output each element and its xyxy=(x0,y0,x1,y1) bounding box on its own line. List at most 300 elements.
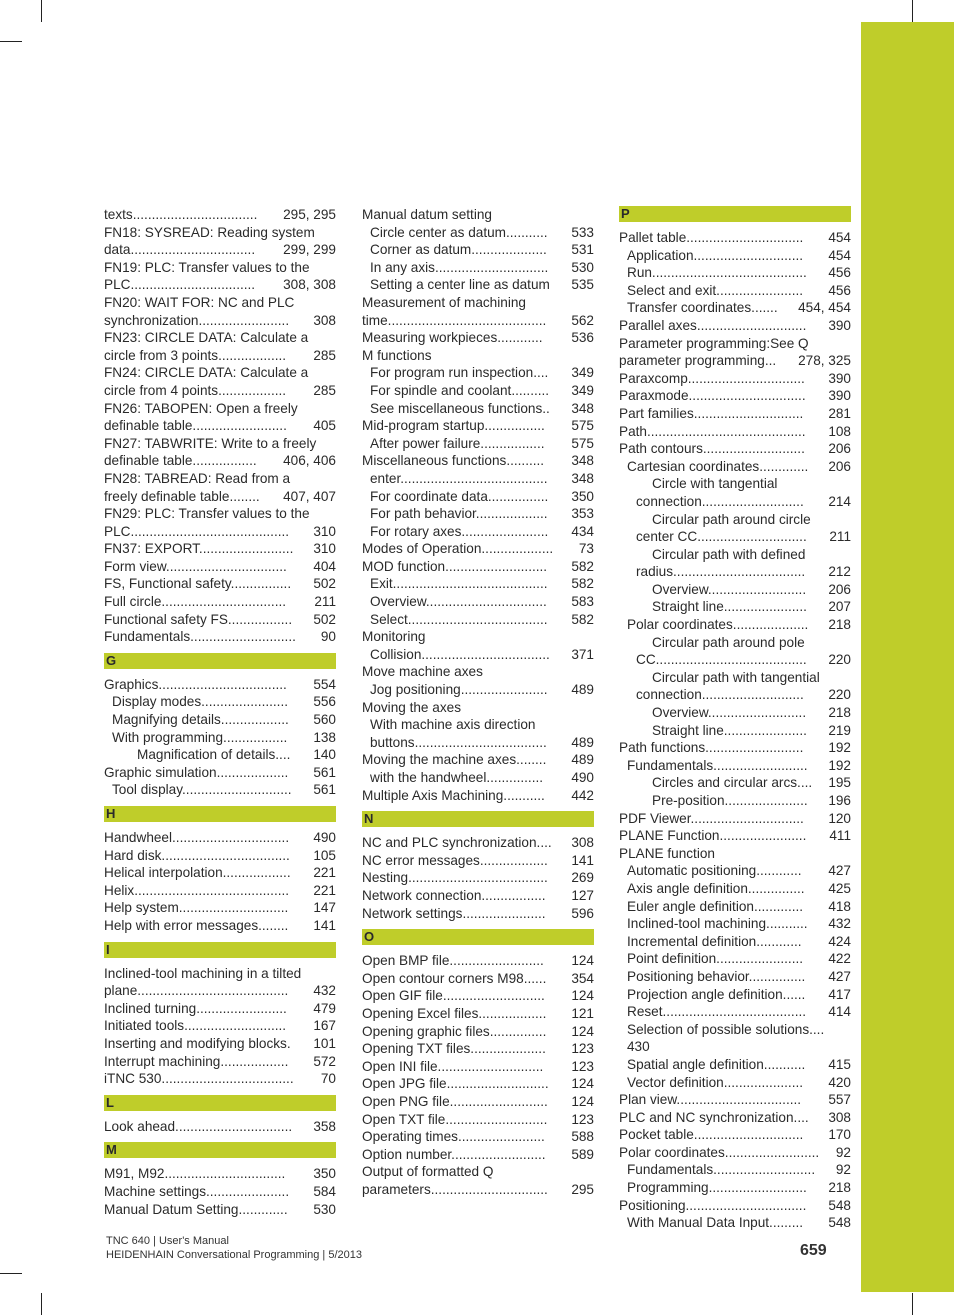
index-entry-pages[interactable]: 70 xyxy=(318,1070,336,1088)
index-letter-header: G xyxy=(104,653,336,669)
index-entry xyxy=(619,370,851,388)
index-entry xyxy=(619,387,851,405)
index-entry-pages[interactable]: 167 xyxy=(310,1017,336,1035)
index-entry-pages[interactable]: 390 xyxy=(825,317,851,335)
index-entry-pages[interactable]: 192 xyxy=(825,757,851,775)
crop-mark xyxy=(41,0,42,22)
index-entry xyxy=(619,264,851,282)
index-entry-pages[interactable]: 308 xyxy=(825,1109,851,1127)
index-entry xyxy=(104,224,336,242)
index-entry-pages[interactable]: 123 xyxy=(568,1040,594,1058)
index-entry xyxy=(362,575,594,593)
index-entry xyxy=(362,834,594,852)
index-entry-pages[interactable]: 582 xyxy=(568,611,594,629)
page-footer xyxy=(106,1234,362,1262)
index-entry-text: Plan view................................. xyxy=(619,1092,802,1108)
index-entry-pages[interactable]: 211 xyxy=(826,528,851,546)
index-entry xyxy=(362,1163,594,1181)
index-entry-pages[interactable]: 427 xyxy=(825,862,851,880)
index-entry xyxy=(619,933,851,951)
index-entry xyxy=(619,1179,851,1197)
index-entry-pages[interactable]: 533 xyxy=(568,224,594,242)
index-entry-pages[interactable]: 101 xyxy=(310,1035,336,1053)
index-entry-pages[interactable]: 285 xyxy=(310,347,336,365)
index-entry xyxy=(619,493,851,511)
index-entry-text: Fundamentals......................... xyxy=(627,757,808,773)
index-entry xyxy=(104,1165,336,1183)
index-entry-text: Vector definition..................... xyxy=(627,1074,804,1090)
index-entry-text: 430 xyxy=(627,1039,650,1055)
index-entry-text: For rotary axes....................... xyxy=(370,523,549,539)
index-entry-pages[interactable]: 422 xyxy=(825,950,851,968)
index-entry xyxy=(619,352,851,370)
index-entry xyxy=(362,952,594,970)
index-entry-text: Circular path around circle xyxy=(652,511,811,527)
index-entry xyxy=(619,1197,851,1215)
index-entry-pages[interactable]: 170 xyxy=(825,1126,851,1144)
index-entry-pages[interactable]: 295, 295 xyxy=(280,206,336,224)
index-entry xyxy=(104,1035,336,1053)
index-entry xyxy=(104,1070,336,1088)
index-entry-pages[interactable]: 390 xyxy=(825,370,851,388)
index-entry xyxy=(362,787,594,805)
index-entry-text: Paraxmode............................... xyxy=(619,388,806,404)
index-entry-text: FN18: SYSREAD: Reading system xyxy=(104,224,315,240)
index-entry-pages[interactable]: 218 xyxy=(825,616,851,634)
index-entry xyxy=(104,982,336,1000)
index-entry xyxy=(104,628,336,646)
index-entry xyxy=(362,329,594,347)
index-entry-pages[interactable]: 371 xyxy=(568,646,594,664)
index-entry-text: Straight line...................... xyxy=(652,722,807,738)
index-entry xyxy=(619,1144,851,1162)
index-entry xyxy=(362,1058,594,1076)
index-entry xyxy=(362,312,594,330)
index-entry-pages[interactable]: 212 xyxy=(825,563,851,581)
index-entry-pages[interactable]: 214 xyxy=(825,493,851,511)
index-entry-text: Path functions.......................... xyxy=(619,740,804,756)
index-entry-pages[interactable]: 531 xyxy=(568,241,594,259)
index-entry xyxy=(362,699,594,717)
index-entry-text: FN28: TABREAD: Read from a xyxy=(104,470,291,486)
index-entry xyxy=(619,1214,851,1232)
index-entry-text: In any axis.............................. xyxy=(370,259,549,275)
index-entry-pages[interactable]: 138 xyxy=(310,729,336,747)
index-entry-pages[interactable]: 308, 308 xyxy=(280,276,336,294)
index-entry-pages[interactable]: 535 xyxy=(568,276,594,294)
index-entry-pages[interactable]: 124 xyxy=(568,987,594,1005)
index-entry-pages[interactable]: 353 xyxy=(568,505,594,523)
index-entry-text: Full circle................................. xyxy=(104,594,287,610)
index-entry-pages[interactable]: 141 xyxy=(568,852,594,870)
index-entry xyxy=(362,681,594,699)
index-entry-pages[interactable]: 348 xyxy=(568,470,594,488)
index-entry-pages[interactable]: 220 xyxy=(825,686,851,704)
index-entry-text: Mid-program startup................ xyxy=(362,418,545,434)
index-entry-pages[interactable]: 124 xyxy=(568,1075,594,1093)
index-entry-pages[interactable]: 219 xyxy=(825,722,851,740)
index-entry-text: Nesting..................................... xyxy=(362,870,548,886)
index-entry-pages[interactable]: 127 xyxy=(568,887,594,905)
index-entry-pages[interactable]: 575 xyxy=(568,417,594,435)
index-entry-pages[interactable]: 218 xyxy=(825,1179,851,1197)
index-entry xyxy=(619,950,851,968)
index-entry-pages[interactable]: 502 xyxy=(310,575,336,593)
index-entry-text: Tool display............................. xyxy=(112,782,292,798)
index-entry xyxy=(362,382,594,400)
index-entry-text: Fundamentals........................... xyxy=(627,1162,816,1178)
index-entry-pages[interactable]: 530 xyxy=(568,259,594,277)
index-entry-text: Measurement of machining xyxy=(362,294,526,310)
index-entry-pages[interactable]: 561 xyxy=(310,764,336,782)
index-entry-text: Incremental definition............ xyxy=(627,933,802,949)
index-entry xyxy=(104,470,336,488)
index-entry-pages[interactable]: 221 xyxy=(310,882,336,900)
index-entry-text: texts................................. xyxy=(104,207,258,222)
index-entry-text: parameter programming... xyxy=(619,353,777,369)
index-entry-text: Open contour corners M98...... xyxy=(362,970,547,986)
index-entry-pages[interactable]: 411 xyxy=(826,827,851,845)
index-entry xyxy=(362,488,594,506)
index-entry xyxy=(619,1003,851,1021)
index-entry-pages[interactable]: 90 xyxy=(318,628,336,646)
index-entry-pages[interactable]: 554 xyxy=(310,676,336,694)
index-entry xyxy=(104,1183,336,1201)
index-entry-pages[interactable]: 206 xyxy=(825,458,851,476)
index-entry-pages[interactable]: 221 xyxy=(310,864,336,882)
index-entry-text: M91, M92................................ xyxy=(104,1166,286,1182)
index-entry-pages[interactable]: 206 xyxy=(825,581,851,599)
index-entry-text: For coordinate data................ xyxy=(370,488,549,504)
index-entry-pages[interactable]: 295 xyxy=(568,1181,594,1199)
index-entry-pages[interactable]: 354 xyxy=(568,970,594,988)
index-entry-pages[interactable]: 432 xyxy=(825,915,851,933)
index-entry xyxy=(362,452,594,470)
index-entry xyxy=(104,575,336,593)
index-entry-text: Helix......................................... xyxy=(104,882,290,898)
index-entry-pages[interactable]: 425 xyxy=(825,880,851,898)
index-entry xyxy=(104,259,336,277)
index-entry-pages[interactable]: 218 xyxy=(825,704,851,722)
index-entry xyxy=(104,400,336,418)
index-entry xyxy=(619,669,851,687)
index-entry-pages[interactable]: 120 xyxy=(825,810,851,828)
index-entry-pages[interactable]: 583 xyxy=(568,593,594,611)
index-entry-pages[interactable]: 92 xyxy=(833,1161,851,1179)
index-entry xyxy=(619,968,851,986)
index-entry xyxy=(619,1091,851,1109)
index-entry-pages[interactable]: 92 xyxy=(833,1144,851,1162)
index-letter-header: P xyxy=(619,206,851,222)
index-entry-pages[interactable]: 572 xyxy=(310,1053,336,1071)
index-entry-pages[interactable]: 530 xyxy=(310,1201,336,1219)
index-entry-pages[interactable]: 434 xyxy=(568,523,594,541)
index-entry-text: Interrupt machining.................. xyxy=(104,1053,289,1069)
index-entry xyxy=(619,511,851,529)
index-entry xyxy=(104,864,336,882)
index-entry-text: Graphic simulation................... xyxy=(104,764,289,780)
index-entry-pages[interactable]: 108 xyxy=(825,423,851,441)
index-entry xyxy=(104,312,336,330)
index-entry-pages[interactable]: 310 xyxy=(310,523,336,541)
index-entry-pages[interactable]: 349 xyxy=(568,382,594,400)
index-entry-pages[interactable]: 147 xyxy=(310,899,336,917)
index-entry-text: Jog positioning....................... xyxy=(370,682,548,698)
index-entry-text: Overview.......................... xyxy=(652,581,807,597)
index-entry xyxy=(104,364,336,382)
index-entry xyxy=(619,862,851,880)
index-entry-text: Moving the axes xyxy=(362,699,461,715)
index-entry xyxy=(362,523,594,541)
index-entry-pages[interactable]: 308 xyxy=(310,312,336,330)
index-entry-text: Circular path with defined xyxy=(652,546,806,562)
crop-mark xyxy=(0,41,22,42)
index-entry-pages[interactable]: 140 xyxy=(310,746,336,764)
index-entry-text: FN19: PLC: Transfer values to the xyxy=(104,259,310,275)
index-entry-pages[interactable]: 390 xyxy=(825,387,851,405)
index-entry xyxy=(619,475,851,493)
index-entry-pages[interactable]: 308 xyxy=(568,834,594,852)
index-entry-text: Reset...................................... xyxy=(627,1004,807,1020)
index-entry xyxy=(619,423,851,441)
index-entry xyxy=(104,764,336,782)
index-entry xyxy=(362,347,594,365)
index-entry-pages[interactable]: 195 xyxy=(825,774,851,792)
index-entry-text: circle from 3 points.................. xyxy=(104,347,287,363)
index-entry-pages[interactable]: 123 xyxy=(568,1058,594,1076)
index-entry-pages[interactable]: 454 xyxy=(825,247,851,265)
index-entry-text: Pocket table............................. xyxy=(619,1127,804,1143)
index-entry-pages[interactable]: 418 xyxy=(825,898,851,916)
index-entry xyxy=(619,528,851,546)
index-entry-pages[interactable]: 560 xyxy=(310,711,336,729)
index-entry-pages[interactable]: 406, 406 xyxy=(280,452,336,470)
index-entry-pages[interactable]: 415 xyxy=(825,1056,851,1074)
index-entry-pages[interactable]: 124 xyxy=(568,1093,594,1111)
index-entry-text: definable table................. xyxy=(104,453,257,469)
index-entry xyxy=(104,382,336,400)
index-entry-text: Overview.......................... xyxy=(652,705,807,721)
index-entry-text: Selection of possible solutions.... xyxy=(627,1021,825,1037)
index-entry-pages[interactable]: 124 xyxy=(568,952,594,970)
index-entry-text: Collision.................................. xyxy=(370,646,550,662)
footer-line-manual: TNC 640 | User's Manual xyxy=(106,1235,229,1247)
index-entry xyxy=(104,693,336,711)
index-entry-pages[interactable]: 348 xyxy=(568,452,594,470)
index-entry-pages[interactable]: 349 xyxy=(568,364,594,382)
index-entry-pages[interactable]: 588 xyxy=(568,1128,594,1146)
index-entry-text: Move machine axes xyxy=(362,664,483,680)
index-entry-pages[interactable]: 548 xyxy=(825,1197,851,1215)
index-entry-text: Monitoring xyxy=(362,629,426,645)
index-entry-text: Circular path with tangential xyxy=(652,669,820,685)
index-entry-pages[interactable]: 427 xyxy=(825,968,851,986)
index-entry xyxy=(619,1021,851,1039)
index-entry xyxy=(362,852,594,870)
index-entry-text: center CC............................. xyxy=(636,529,807,545)
index-entry-pages[interactable]: 299, 299 xyxy=(280,241,336,259)
index-entry-pages[interactable]: 456 xyxy=(825,282,851,300)
index-entry-pages[interactable]: 206 xyxy=(825,440,851,458)
index-entry-pages[interactable]: 589 xyxy=(568,1146,594,1164)
index-entry-pages[interactable]: 285 xyxy=(310,382,336,400)
index-entry xyxy=(362,1040,594,1058)
index-entry-pages[interactable]: 454, 454 xyxy=(795,299,851,317)
index-entry-pages[interactable]: 456 xyxy=(825,264,851,282)
index-entry-text: Inclined-tool machining in a tilted xyxy=(104,965,302,981)
index-entry xyxy=(619,810,851,828)
index-entry-pages[interactable]: 596 xyxy=(568,905,594,923)
index-entry-text: Form view................................ xyxy=(104,558,287,574)
index-entry-pages[interactable]: 348 xyxy=(568,400,594,418)
index-entry-text: Projection angle definition...... xyxy=(627,986,806,1002)
index-entry-pages[interactable]: 73 xyxy=(576,540,594,558)
index-entry-pages[interactable]: 123 xyxy=(568,1111,594,1129)
index-entry-pages[interactable]: 310 xyxy=(310,540,336,558)
index-entry xyxy=(619,458,851,476)
index-entry xyxy=(619,335,851,353)
index-entry-pages[interactable]: 121 xyxy=(568,1005,594,1023)
index-letter-header: M xyxy=(104,1142,336,1158)
index-entry-pages[interactable]: 454 xyxy=(825,229,851,247)
index-entry-text: FN37: EXPORT......................... xyxy=(104,541,294,557)
index-entry-pages[interactable]: 489 xyxy=(568,751,594,769)
index-entry-pages[interactable]: 490 xyxy=(568,769,594,787)
index-entry-pages[interactable]: 479 xyxy=(310,1000,336,1018)
index-entry xyxy=(362,540,594,558)
index-entry-pages[interactable]: 278, 325 xyxy=(795,352,851,370)
index-entry-text: Display modes....................... xyxy=(112,694,289,710)
index-entry-pages[interactable]: 561 xyxy=(310,781,336,799)
index-entry-pages[interactable]: 405 xyxy=(310,417,336,435)
index-entry xyxy=(104,611,336,629)
index-entry-text: Circles and circular arcs.... xyxy=(652,775,813,791)
index-entry-pages[interactable]: 404 xyxy=(310,558,336,576)
index-entry xyxy=(619,229,851,247)
index-entry-text: Path.......................................... xyxy=(619,423,806,439)
index-entry-text: FN23: CIRCLE DATA: Calculate a xyxy=(104,330,309,346)
index-entry-pages[interactable]: 548 xyxy=(825,1214,851,1232)
index-entry-pages[interactable]: 424 xyxy=(825,933,851,951)
index-entry-pages[interactable]: 536 xyxy=(568,329,594,347)
index-entry-pages[interactable]: 490 xyxy=(310,829,336,847)
index-entry-pages[interactable]: 575 xyxy=(568,435,594,453)
index-entry xyxy=(619,317,851,335)
index-entry-pages[interactable]: 432 xyxy=(310,982,336,1000)
index-entry xyxy=(362,1005,594,1023)
index-entry xyxy=(362,769,594,787)
index-column-1 xyxy=(104,206,336,1218)
index-entry xyxy=(619,722,851,740)
index-entry-text: Open BMP file......................... xyxy=(362,953,544,969)
index-entry xyxy=(619,616,851,634)
index-entry xyxy=(104,417,336,435)
index-entry-pages[interactable]: 196 xyxy=(825,792,851,810)
index-entry xyxy=(104,781,336,799)
index-entry-pages[interactable]: 124 xyxy=(568,1023,594,1041)
index-entry-text: Run......................................... xyxy=(627,265,807,281)
index-entry-pages[interactable]: 414 xyxy=(825,1003,851,1021)
index-entry-text: MOD function........................... xyxy=(362,558,548,574)
index-entry-pages[interactable]: 582 xyxy=(568,575,594,593)
index-entry xyxy=(619,1109,851,1127)
index-letter-header: O xyxy=(362,929,594,945)
index-entry xyxy=(619,299,851,317)
index-entry-pages[interactable]: 562 xyxy=(568,312,594,330)
index-entry-pages[interactable]: 489 xyxy=(568,734,594,752)
index-entry-text: PLC.......................................... xyxy=(104,523,290,539)
index-entry-text: NC and PLC synchronization.... xyxy=(362,835,552,851)
index-entry xyxy=(104,829,336,847)
index-entry xyxy=(362,1146,594,1164)
index-entry-pages[interactable]: 220 xyxy=(825,651,851,669)
index-entry-text: Moving the machine axes........ xyxy=(362,752,547,768)
index-entry-pages[interactable]: 211 xyxy=(311,593,336,611)
index-entry-pages[interactable]: 442 xyxy=(568,787,594,805)
index-entry-text: Automatic positioning............ xyxy=(627,863,802,879)
index-entry xyxy=(619,739,851,757)
index-entry xyxy=(104,347,336,365)
index-entry-text: PLC................................. xyxy=(104,277,256,293)
index-entry xyxy=(362,1023,594,1041)
index-entry-pages[interactable]: 192 xyxy=(825,739,851,757)
index-entry-pages[interactable]: 350 xyxy=(568,488,594,506)
index-entry xyxy=(619,581,851,599)
index-entry-text: Parallel axes............................. xyxy=(619,317,807,333)
index-entry-pages[interactable]: 582 xyxy=(568,558,594,576)
index-entry xyxy=(104,241,336,259)
index-entry-text: Circular path around pole xyxy=(652,634,805,650)
index-entry xyxy=(362,593,594,611)
index-entry-text: Application............................. xyxy=(627,247,804,263)
index-entry xyxy=(362,887,594,905)
index-entry-text: FN20: WAIT FOR: NC and PLC xyxy=(104,294,295,310)
index-entry-text: Pre-position...................... xyxy=(652,793,808,808)
index-entry-text: Setting a center line as datum xyxy=(370,277,550,293)
index-entry-pages[interactable]: 502 xyxy=(310,611,336,629)
index-entry xyxy=(362,276,594,294)
index-letter-header: N xyxy=(362,811,594,827)
index-entry-pages[interactable]: 417 xyxy=(825,986,851,1004)
index-entry-pages[interactable]: 557 xyxy=(825,1091,851,1109)
index-entry xyxy=(362,1111,594,1129)
index-entry-pages[interactable]: 358 xyxy=(310,1118,336,1136)
index-entry-pages[interactable]: 269 xyxy=(568,869,594,887)
index-entry-text: Inclined-tool machining........... xyxy=(627,916,808,932)
index-entry-pages[interactable]: 420 xyxy=(825,1074,851,1092)
index-entry xyxy=(104,435,336,453)
index-entry-pages[interactable]: 350 xyxy=(310,1165,336,1183)
crop-mark xyxy=(0,1273,22,1274)
index-entry-pages[interactable]: 584 xyxy=(310,1183,336,1201)
index-entry-pages[interactable]: 105 xyxy=(310,847,336,865)
index-entry-pages[interactable]: 207 xyxy=(825,598,851,616)
index-entry-text: Inclined turning........................ xyxy=(104,1000,287,1016)
index-entry-pages[interactable]: 281 xyxy=(825,405,851,423)
index-entry-text: Modes of Operation................... xyxy=(362,541,554,557)
index-entry-text: definable table......................... xyxy=(104,418,287,434)
index-entry-pages[interactable]: 407, 407 xyxy=(280,488,336,506)
index-entry xyxy=(619,1056,851,1074)
index-entry-text: freely definable table........ xyxy=(104,488,260,504)
index-entry xyxy=(619,563,851,581)
index-entry-text: enter....................................... xyxy=(370,470,548,486)
index-entry-pages[interactable]: 556 xyxy=(310,693,336,711)
index-entry-pages[interactable]: 141 xyxy=(310,917,336,935)
index-entry xyxy=(362,294,594,312)
index-entry-pages[interactable]: 489 xyxy=(568,681,594,699)
index-entry xyxy=(619,898,851,916)
